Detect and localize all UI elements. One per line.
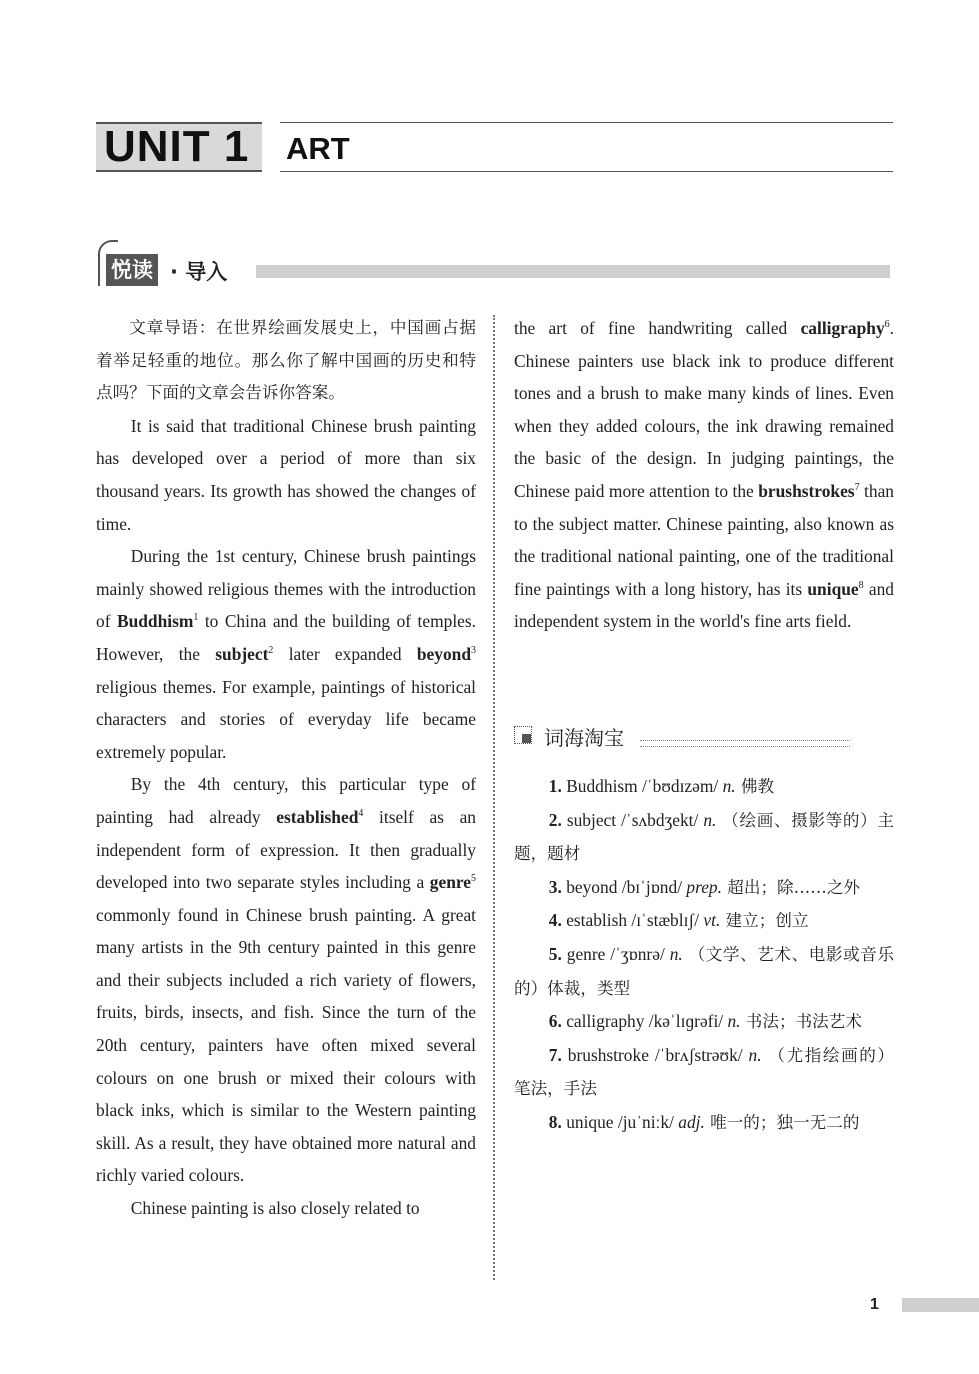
keyword-calligraphy: calligraphy <box>800 318 885 338</box>
paragraph-4: Chinese painting is also closely related to <box>130 1198 420 1219</box>
vocab-divider <box>640 740 850 747</box>
vocab-icon <box>514 726 532 744</box>
unit-title: ART <box>286 131 350 166</box>
vocab-item: 1. Buddhism /ˈbʊdɪzəm/ n. 佛教 <box>548 776 775 796</box>
vocab-item: 2. subject /ˈsʌbdʒekt/ n. （绘画、摄影等的）主题，题材 <box>514 809 894 864</box>
vocab-list <box>514 770 894 1140</box>
right-column <box>514 312 894 638</box>
vocab-header <box>514 722 850 752</box>
paragraph-1: It is said that traditional Chinese brush painting has developed over a period of more than six thousand years. Its growth has showed the changes of time. <box>96 415 476 534</box>
keyword-established: established <box>276 806 359 827</box>
column-divider <box>493 315 495 1280</box>
keyword-genre: genre <box>429 872 471 893</box>
paragraph-2: During the 1st century, Chinese brush paintings mainly showed religious themes with the introduction of Buddhism$^1$ to China and the building of temples. However, the subject$^2$ later expanded beyond$^3$ religious themes. For example, paintings of historical characters and stories of everyday life became extremely popular. <box>96 546 476 762</box>
keyword-unique: unique <box>807 578 859 599</box>
keyword-beyond: beyond <box>416 643 471 664</box>
unit-label: UNIT 1 <box>96 122 262 172</box>
vocab-item: 6. calligraphy /kəˈlɪɡrəfi/ n. 书法；书法艺术 <box>548 1011 862 1032</box>
vocab-item: 5. genre /ˈʒɒnrə/ n. （文学、艺术、电影或音乐的）体裁，类型 <box>514 943 894 998</box>
left-column <box>96 312 476 1225</box>
vocab-title: 词海淘宝 <box>544 726 624 750</box>
page-number: 1 <box>870 1296 879 1313</box>
section-bar <box>256 265 890 278</box>
unit-header <box>96 122 893 174</box>
page-number-bar <box>902 1298 979 1312</box>
vocab-item: 4. establish /ɪˈstæblɪʃ/ vt. 建立；创立 <box>548 910 809 931</box>
section-header <box>96 240 893 288</box>
section-sublabel: · 导入 <box>170 260 228 284</box>
keyword-brushstrokes: brushstrokes <box>758 480 855 501</box>
paragraph-5: the art of fine handwriting called calligraphy$^6$. Chinese painters use black ink to produce different tones and a brush to make many kinds of lines. Even when they added colours, the ink drawing remained the basic of the design. In judging paintings, the Chinese paid more attention to the brushstrokes$^7$ than to the subject matter. Chinese painting, also known as the traditional national painting, one of the traditional fine paintings with a long history, has its unique$^8$ and independent system in the world's fine arts field. <box>514 318 894 632</box>
vocab-item: 7. brushstroke /ˈbrʌʃstrəʊk/ n. （尤指绘画的）笔法，手法 <box>514 1044 895 1099</box>
paragraph-3: By the 4th century, this particular type of painting had already established$^4$ itself as an independent form of expression. It then gradually developed into two separate styles including a genre$^5$ commonly found in Chinese brush painting. A great many artists in the 9th century painted in this genre and their subjects included a rich variety of flowers, fruits, birds, insects, and fish. Since the turn of the 20th century, painters have often mixed several colours on one brush or mixed their colours with black inks, which is similar to the Western painting skill. As a result, they have obtained more natural and richly varied colours. <box>96 774 476 1186</box>
keyword-buddhism: Buddhism <box>116 611 194 632</box>
vocab-item: 8. unique /juˈniːk/ adj. 唯一的；独一无二的 <box>548 1111 860 1132</box>
unit-title-area <box>280 122 893 172</box>
keyword-subject: subject <box>215 643 269 664</box>
article-intro: 文章导语：在世界绘画发展史上，中国画占据着举足轻重的地位。那么你了解中国画的历史和特点吗？下面的文章会告诉你答案。 <box>96 318 476 403</box>
section-label: 悦读 <box>106 254 158 286</box>
vocab-item: 3. beyond /bɪˈjɒnd/ prep. 超出；除……之外 <box>548 876 861 897</box>
